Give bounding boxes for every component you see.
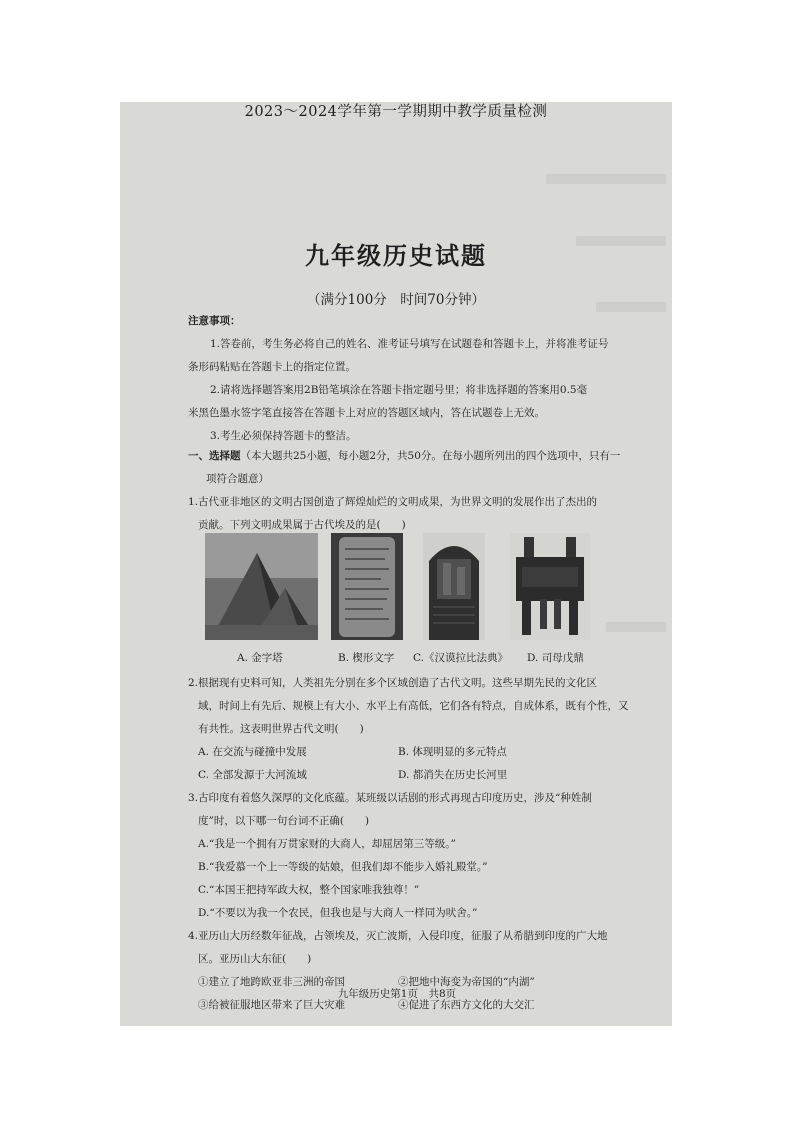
simuwu-ding-photo [510,533,590,640]
q1-stem-cont: 贡献。下列文明成果属于古代埃及的是( ) [198,519,406,531]
q2-stem: 2.根据现有史料可知，人类祖先分别在多个区域创造了古代文明。这些早期先民的文化区 [188,677,598,689]
notice-item-1-cont: 条形码粘贴在答题卡上的指定位置。 [188,361,356,373]
q4-option-3: ③给被征服地区带来了巨大灾难 [198,999,345,1011]
section-heading-cont: 项符合题意） [206,473,269,485]
q2-stem-cont1: 域，时间上有先后、规模上有大小、水平上有高低，它们各有特点，自成体系，既有个性，又 [198,700,629,712]
q3-option-a: A.“我是一个拥有万贯家财的大商人，却屈居第三等级。” [198,838,456,850]
pyramid-photo [205,533,318,640]
q2-options-row2 [188,764,658,787]
notice-heading: 注意事项： [188,315,241,327]
q1-caption-c: C.《汉谟拉比法典》 [413,652,508,664]
exam-subtitle: （满分100分 时间70分钟） [307,292,485,308]
q1-caption-a: A. 金字塔 [237,652,283,664]
q4-stem-cont: 区。亚历山大东征( ) [198,953,312,965]
notice-item-2-cont: 米黑色墨水签字笔直接答在答题卡上对应的答题区域内，答在试题卷上无效。 [188,407,545,419]
q4-option-1: ①建立了地跨欧亚非三洲的帝国 [198,976,345,988]
section-heading-rest: （本大题共25小题，每小题2分，共50分。在每小题所列出的四个选项中，只有一 [240,450,621,462]
q3-stem-cont: 度”时，以下哪一句台词不正确( ) [198,815,370,827]
exam-title: 九年级历史试题 [305,241,487,270]
q3-option-b: B.“我爱慕一个上一等级的姑娘，但我们却不能步入婚礼殿堂。” [198,861,488,873]
q4-stem: 4.亚历山大历经数年征战，占领埃及，灭亡波斯，入侵印度，征服了从希腊到印度的广大地 [188,930,608,942]
page-footer: 九年级历史第1页 共8页 [337,988,457,1000]
q2-stem-cont2: 有共性。这表明世界古代文明( ) [198,723,364,735]
q3-option-d: D.“不要以为我一个农民，但我也是与大商人一样同为吠舍。” [198,907,478,919]
cuneiform-tablet-photo [331,533,403,640]
q1-figure-row [205,533,595,641]
exam-header: 2023～2024学年第一学期期中教学质量检测 [244,104,548,120]
q1-caption-b: B. 楔形文字 [338,652,395,664]
notice-block [188,310,658,448]
q4-option-2: ②把地中海变为帝国的“内湖” [398,976,535,988]
section-heading [188,445,658,468]
q2-option-b: B. 体现明显的多元特点 [398,746,507,758]
hammurabi-stele-photo [423,533,485,640]
q2-options-row1 [188,741,658,764]
section-choice [188,445,658,537]
q3-stem: 3.古印度有着悠久深厚的文化底蕴。某班级以话剧的形式再现古印度历史，涉及“种姓制 [188,792,592,804]
q1-stem: 1.古代亚非地区的文明古国创造了辉煌灿烂的文明成果，为世界文明的发展作出了杰出的 [188,496,598,508]
notice-item-2: 2.请将选择题答案用2B铅笔填涂在答题卡指定题号里；将非选择题的答案用0.5毫 [210,384,588,396]
notice-item-3: 3.考生必须保持答题卡的整洁。 [210,430,357,442]
q1-caption-d: D. 司母戊鼎 [527,652,584,664]
q2-option-a: A. 在交流与碰撞中发展 [198,746,307,758]
q3-option-c: C.“本国王把持军政大权，整个国家唯我独尊！” [198,884,420,896]
questions-2-4 [188,672,658,1017]
bleed-through-text [546,174,666,184]
bleed-through-text [606,622,666,632]
q4-option-4: ④促进了东西方文化的大交汇 [398,999,535,1011]
q2-option-c: C. 全部发源于大河流域 [198,769,307,781]
q2-option-d: D. 都消失在历史长河里 [398,769,508,781]
notice-item-1: 1.答卷前，考生务必将自己的姓名、准考证号填写在试题卷和答题卡上，并将准考证号 [210,338,609,350]
section-heading-bold: 一、选择题 [188,450,241,462]
